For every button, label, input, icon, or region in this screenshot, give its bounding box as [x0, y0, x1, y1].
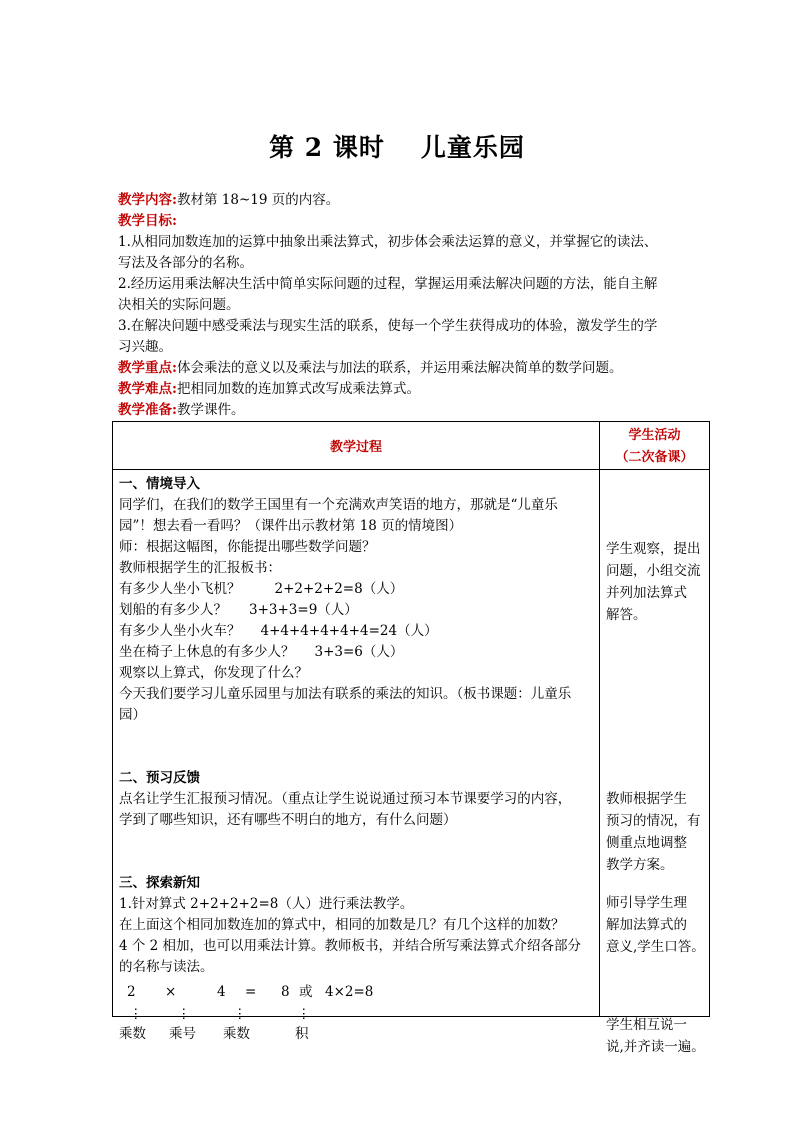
dots-icon: ⋮ — [177, 1006, 191, 1022]
content-text: 教材第 18~19 页的内容。 — [176, 192, 340, 208]
question-line — [119, 579, 599, 600]
key-point-text: 体会乘法的意义以及乘法与加法的联系，并运用乘法解决简单的数学问题。 — [176, 360, 623, 376]
text-line: 同学们，在我们的数学王国里有一个充满欢声笑语的地方，那就是“儿童乐 — [119, 497, 558, 513]
goal-line: 决相关的实际问题。 — [118, 297, 240, 313]
process-cell — [113, 470, 600, 1042]
activity-preview — [606, 788, 704, 876]
activity-line: 问题，小组交流 — [606, 563, 701, 579]
section-title: 二、预习反馈 — [119, 770, 200, 786]
activity-line: 师引导学生理 — [606, 895, 687, 911]
section-title: 三、探索新知 — [119, 875, 200, 891]
text-line: 观察以上算式，你发现了什么？ — [119, 665, 308, 681]
lesson-title: 儿童乐园 — [420, 133, 525, 162]
activity-line: 教学方案。 — [606, 857, 674, 873]
name-factor-1: 乘数 — [119, 1026, 146, 1042]
name-product: 积 — [295, 1026, 309, 1042]
goals-label: 教学目标: — [118, 213, 177, 229]
activity-line: 解加法算式的 — [606, 917, 687, 933]
section-explore — [119, 873, 599, 1048]
name-times-sign: 乘号 — [169, 1026, 196, 1042]
question-text: 有多少人坐小飞机？ — [119, 581, 241, 597]
question-line — [119, 600, 599, 621]
text-line: 教师根据学生的汇报板书： — [119, 560, 281, 576]
page-title — [0, 128, 794, 164]
prep-text: 教学课件。 — [176, 402, 245, 418]
goal-line: 写法及各部分的名称。 — [118, 255, 253, 271]
section-title: 一、情境导入 — [119, 476, 200, 492]
text-line: 学到了哪些知识，还有哪些不明白的地方，有什么问题） — [119, 812, 457, 828]
content-label: 教学内容: — [118, 192, 177, 208]
activity-intro — [606, 538, 704, 626]
question-line — [119, 621, 599, 642]
answer-text: 4+4+4+4+4+4=24（人） — [260, 623, 438, 639]
goal-line: 2.经历运用乘法解决生活中简单实际问题的过程，掌握运用乘法解决问题的方法，能自主解 — [118, 276, 658, 292]
header-side-line1: 学生活动 — [628, 428, 681, 443]
activity-line: 解答。 — [606, 607, 647, 623]
text-line: 今天我们要学习儿童乐园里与加法有联系的乘法的知识。（板书课题：儿童乐 — [119, 686, 572, 702]
activity-line: 学生相互说一 — [606, 1017, 687, 1033]
text-line: 的名称与读法。 — [119, 959, 214, 975]
dots-icon: ⋮ — [233, 1006, 247, 1022]
activity-line: 预习的情况，有 — [606, 813, 701, 829]
text-line: 园） — [119, 707, 146, 723]
formula-or: 或 — [299, 984, 313, 1000]
activity-line: 意义,学生口答。 — [606, 939, 705, 955]
goal-line: 3.在解决问题中感受乘法与现实生活的联系，使每一个学生获得成功的体验，激发学生的学 — [118, 318, 658, 334]
text-line: 师：根据这幅图，你能提出哪些数学问题？ — [119, 539, 376, 555]
header-side-line2: （二次备课） — [615, 450, 694, 465]
section-preview — [119, 768, 599, 831]
lesson-meta — [118, 190, 698, 421]
answer-text: 2+2+2+2=8（人） — [274, 581, 404, 597]
key-point-label: 教学重点: — [118, 360, 177, 376]
header-teaching-process: 教学过程 — [113, 422, 600, 470]
text-line: 园”！想去看一看吗？（课件出示教材第 18 页的情境图） — [119, 518, 463, 534]
question-text: 有多少人坐小火车？ — [119, 623, 241, 639]
formula-equals: = — [245, 984, 257, 1000]
activity-line: 说,并齐读一遍。 — [606, 1039, 705, 1055]
section-intro — [119, 474, 599, 726]
goal-line: 1.从相同加数连加的运算中抽象出乘法算式，初步体会乘法运算的意义，并掌握它的读法、 — [118, 234, 658, 250]
text-line: 1.针对算式 2+2+2+2=8（人）进行乘法教学。 — [119, 896, 414, 912]
formula-factor-2: 4 — [217, 984, 226, 1000]
question-text: 坐在椅子上休息的有多少人？ — [119, 644, 295, 660]
difficulty-label: 教学难点: — [118, 381, 177, 397]
activity-line: 教师根据学生 — [606, 791, 687, 807]
name-factor-2: 乘数 — [223, 1026, 250, 1042]
answer-text: 3+3+3=9（人） — [249, 602, 358, 618]
prep-label: 教学准备: — [118, 402, 177, 418]
formula-factor-1: 2 — [127, 984, 136, 1000]
student-activity-cell — [600, 470, 710, 1055]
question-line — [119, 642, 599, 663]
activity-line: 侧重点地调整 — [606, 835, 687, 851]
activity-explore-2 — [606, 1014, 704, 1058]
text-line: 4 个 2 相加，也可以用乘法计算。教师板书，并结合所写乘法算式介绍各部分 — [119, 938, 582, 954]
text-line: 在上面这个相同加数连加的算式中，相同的加数是几？有几个这样的加数？ — [119, 917, 565, 933]
difficulty-text: 把相同加数的连加算式改写成乘法算式。 — [176, 381, 420, 397]
header-student-activity — [600, 422, 710, 470]
goal-line: 习兴趣。 — [118, 339, 172, 355]
activity-line: 并列加法算式 — [606, 585, 687, 601]
dots-icon: ⋮ — [297, 1006, 311, 1022]
multiplication-formula — [119, 978, 599, 1048]
formula-alternative: 4×2=8 — [325, 984, 374, 1000]
formula-product: 8 — [281, 984, 290, 1000]
answer-text: 3+3=6（人） — [314, 644, 404, 660]
dots-icon: ⋮ — [129, 1006, 143, 1022]
lesson-number: 第 2 课时 — [269, 133, 385, 162]
question-text: 划船的有多少人？ — [119, 602, 227, 618]
formula-times-sign: × — [165, 984, 177, 1000]
activity-line: 学生观察，提出 — [606, 541, 701, 557]
teaching-process-table — [112, 421, 710, 1055]
text-line: 点名让学生汇报预习情况。（重点让学生说说通过预习本节课要学习的内容， — [119, 791, 572, 807]
activity-explore-1 — [606, 892, 704, 958]
